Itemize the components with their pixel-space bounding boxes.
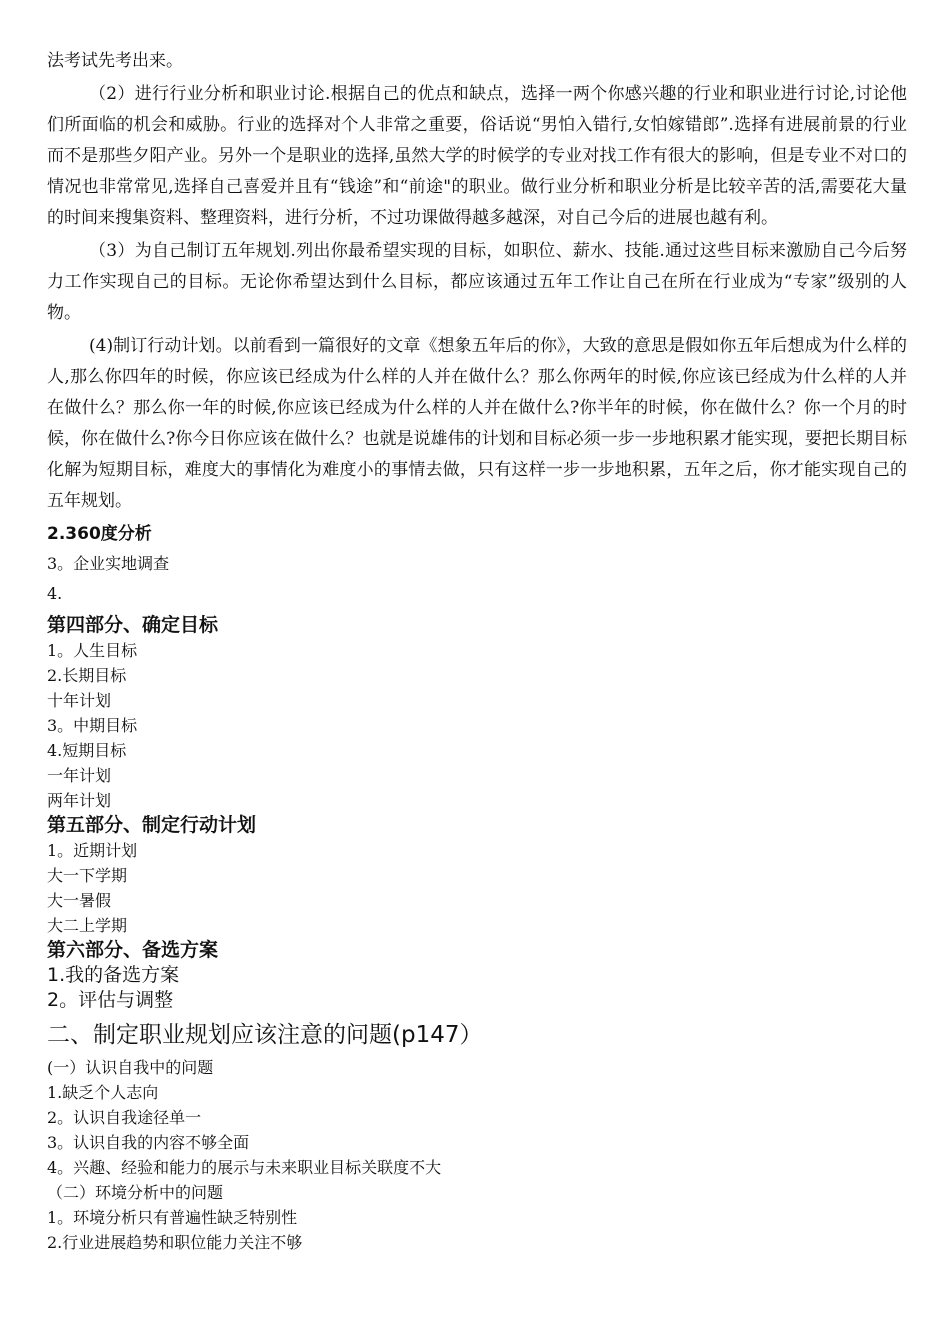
paragraph-industry-analysis: （2）进行行业分析和职业讨论.根据自己的优点和缺点，选择一两个你感兴趣的行业和职业进行讨论,讨论他们所面临的机会和威胁。行业的选择对个人非常之重要，俗话说“男怕入错行,女怕嫁错郎”.选择有进展前景的行业而不是那些夕阳产业。另外一个是职业的选择,虽然大学的时候学的专业对找工作有很大的影响，但是专业不对口的情况也非常常见,选择自己喜爱并且有“钱途”和“前途"的职业。做行业分析和职业分析是比较辛苦的活,需要花大量的时间来搜集资料、整理资料，进行分析，不过功课做得越多越深，对自己今后的进展也越有利。 (47, 84, 907, 228)
paragraph-action-plan: (4)制订行动计划。以前看到一篇很好的文章《想象五年后的你》，大致的意思是假如你五年后想成为什么样的人,那么你四年的时候，你应该已经成为什么样的人并在做什么？那么你两年的时候,你应该已经成为什么样的人并在做什么？那么你一年的时候,你应该已经成为什么样的人并在做什么?你半年的时候，你在做什么？你一个月的时候，你在做什么?你今日你应该在做什么？也就是说雄伟的计划和目标必须一步一步地积累才能实现，要把长期目标化解为短期目标，难度大的事情化为难度小的事情去做，只有这样一步一步地积累，五年之后，你才能实现自己的五年规划。 (47, 336, 907, 511)
section2-heading: 二、制定职业规划应该注意的问题(p147） (47, 1022, 483, 1048)
section2-subheading-1: (一）认识自我中的问题 (47, 1058, 214, 1077)
part6-line: 1.我的备选方案 (47, 964, 180, 986)
item-field-survey: 3。企业实地调查 (47, 554, 170, 573)
part4-line: 2.长期目标 (47, 666, 127, 685)
part6-heading: 第六部分、备选方案 (47, 939, 219, 961)
part4-line: 一年计划 (47, 766, 112, 785)
part4-line: 4.短期目标 (47, 741, 127, 760)
document-page (47, 46, 907, 1255)
item-360-analysis: 2.360度分析 (47, 524, 152, 544)
part5-heading: 第五部分、制定行动计划 (47, 814, 257, 836)
continuation-line: 法考试先考出来。 (47, 51, 183, 71)
part4-line: 两年计划 (47, 791, 112, 810)
part5-line: 大一下学期 (47, 866, 128, 885)
item-4: 4. (47, 584, 63, 603)
paragraph-five-year-plan: （3）为自己制订五年规划.列出你最希望实现的目标，如职位、薪水、技能.通过这些目标来激励自己今后努力工作实现自己的目标。无论你希望达到什么目标，都应该通过五年工作让自己在所在行业成为“专家”级别的人物。 (47, 241, 907, 323)
section2-sub2-line: 1。环境分析只有普遍性缺乏特别性 (47, 1208, 298, 1227)
part5-line: 大一暑假 (47, 891, 112, 910)
section2-subheading-2: （二）环境分析中的问题 (47, 1183, 224, 1202)
section2-sub1-line: 1.缺乏个人志向 (47, 1083, 159, 1102)
part4-line: 1。人生目标 (47, 641, 138, 660)
part4-line: 十年计划 (47, 691, 112, 710)
part6-line: 2。评估与调整 (47, 989, 174, 1011)
part5-line: 1。近期计划 (47, 841, 138, 860)
section2-sub2-line: 2.行业进展趋势和职位能力关注不够 (47, 1233, 303, 1252)
part4-heading: 第四部分、确定目标 (47, 614, 219, 636)
section2-sub1-line: 3。认识自我的内容不够全面 (47, 1133, 250, 1152)
section2-sub1-line: 2。认识自我途径单一 (47, 1108, 202, 1127)
part4-line: 3。中期目标 (47, 716, 138, 735)
part5-line: 大二上学期 (47, 916, 128, 935)
section2-sub1-line: 4。兴趣、经验和能力的展示与未来职业目标关联度不大 (47, 1158, 442, 1177)
